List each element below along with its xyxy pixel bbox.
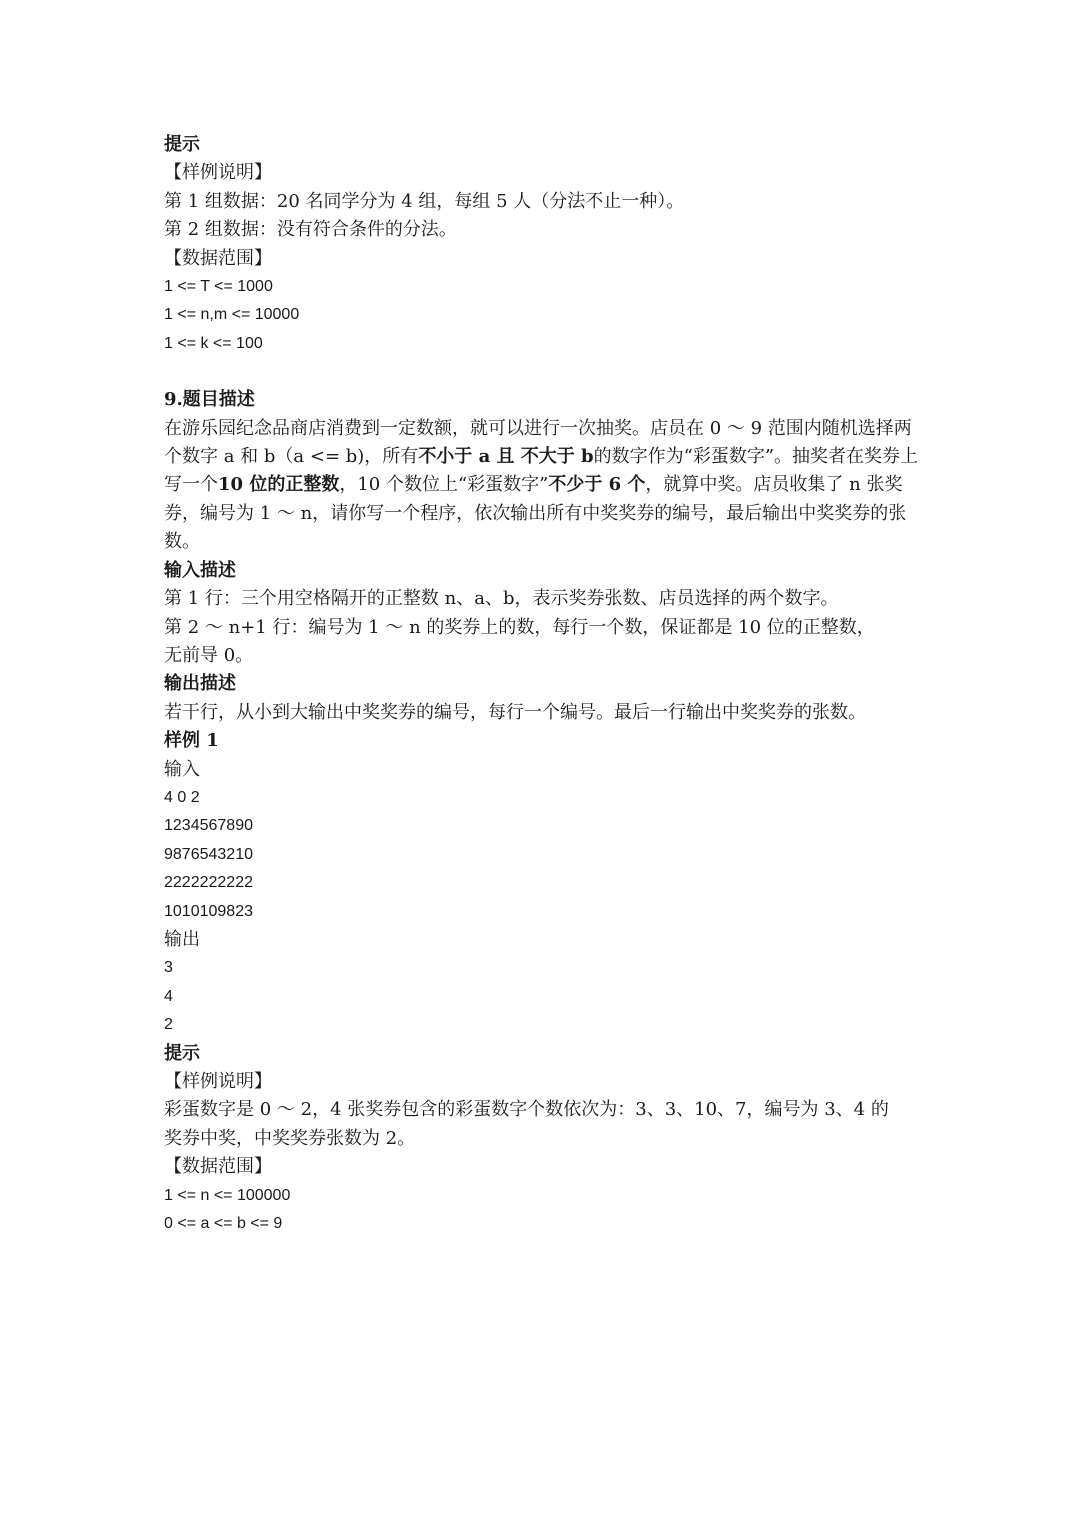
desc-text: 在游乐园纪念品商店消费到一定数额，就可以进行一次抽奖。店员在 0 ～ 9 范围内随机选择两个数字 a 和 b（a <= b)，所有	[164, 417, 912, 468]
desc-text: ，10 个数位上“彩蛋数字”	[339, 474, 549, 496]
sample-heading: 样例 1	[164, 730, 219, 752]
sample-input-line: 9876543210	[164, 845, 253, 863]
hint-heading: 提示	[164, 1042, 200, 1064]
sample-explanation-label: 【样例说明】	[164, 1071, 272, 1092]
data-range-line: 1 <= T <= 1000	[164, 278, 273, 296]
document-page	[164, 131, 924, 1238]
sample-output-label: 输出	[164, 928, 200, 950]
sample-explanation-line: 彩蛋数字是 0 ～ 2，4 张奖券包含的彩蛋数字个数依次为：3、3、10、7，编号为 3、4 的	[164, 1099, 889, 1121]
sample-explanation-line: 第 2 组数据：没有符合条件的分法。	[164, 219, 457, 241]
sample-input-line: 2222222222	[164, 874, 253, 892]
input-description-line: 第 2 ～ n+1 行：编号为 1 ～ n 的奖券上的数，每行一个数，保证都是 10 位的正整数，	[164, 616, 875, 638]
sample-explanation-line: 第 1 组数据：20 名同学分为 4 组，每组 5 人（分法不止一种）。	[164, 190, 685, 212]
sample-input-line: 4 0 2	[164, 788, 200, 806]
problem-title: 9.题目描述	[164, 389, 255, 411]
sample-input-label: 输入	[164, 758, 200, 780]
desc-text: ，就算中奖。店员收集了 n 张奖券，编号为 1 ～ n，请你写一个程序，依次输出所有中奖奖券的编号，最后输出中奖奖券的张数。	[164, 474, 907, 553]
sample-input-line: 1234567890	[164, 817, 253, 835]
sample-input-line: 1010109823	[164, 902, 253, 920]
desc-text: 的数字作为“彩蛋数字”。抽奖者在奖券上写一个	[164, 446, 919, 496]
sample-output-line: 3	[164, 959, 173, 977]
output-description-line: 若干行，从小到大输出中奖奖券的编号，每行一个编号。最后一行输出中奖奖券的张数。	[164, 701, 866, 723]
sample-output-line: 2	[164, 1016, 173, 1034]
sample-output-line: 4	[164, 987, 173, 1005]
data-range-label: 【数据范围】	[164, 1156, 272, 1178]
data-range-line: 1 <= n <= 100000	[164, 1186, 291, 1204]
data-range-line: 0 <= a <= b <= 9	[164, 1215, 283, 1233]
input-description-heading: 输入描述	[164, 559, 236, 581]
output-description-heading: 输出描述	[164, 673, 236, 695]
input-description-line: 无前导 0。	[164, 644, 254, 666]
desc-bold: 不少于 6 个	[548, 474, 646, 496]
desc-bold: 10 位的正整数	[218, 474, 340, 496]
input-description-line: 第 1 行：三个用空格隔开的正整数 n、a、b，表示奖券张数、店员选择的两个数字。	[164, 588, 839, 610]
data-range-line: 1 <= n,m <= 10000	[164, 306, 300, 324]
data-range-line: 1 <= k <= 100	[164, 334, 263, 352]
desc-bold: 不小于 a 且 不大于 b	[418, 446, 594, 468]
hint-heading: 提示	[164, 134, 200, 155]
problem-description	[164, 415, 924, 557]
sample-explanation-label: 【样例说明】	[164, 162, 272, 184]
section-gap	[164, 358, 924, 386]
sample-explanation-line: 奖券中奖，中奖奖券张数为 2。	[164, 1127, 416, 1149]
data-range-label: 【数据范围】	[164, 247, 272, 269]
